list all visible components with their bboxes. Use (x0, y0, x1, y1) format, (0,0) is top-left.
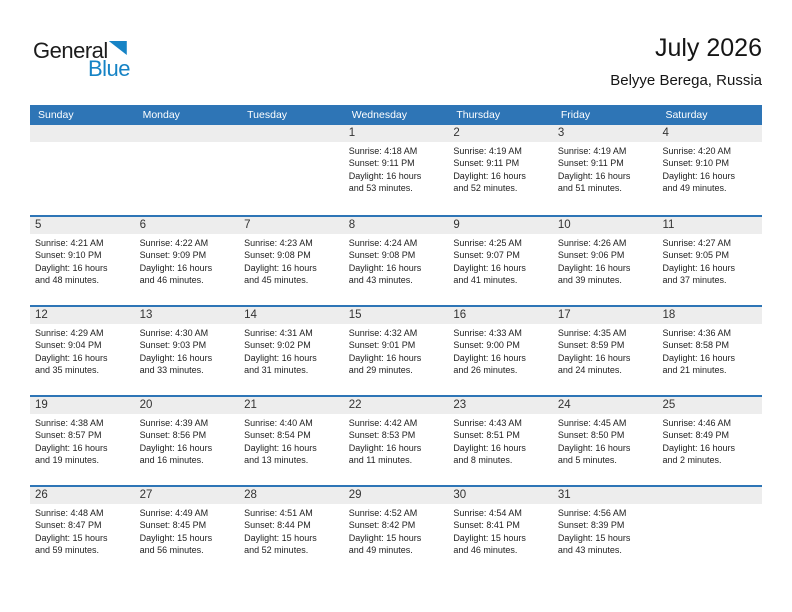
info-line: Sunrise: 4:56 AM (557, 508, 627, 518)
day-cell-17 (553, 307, 658, 395)
day-cell-5 (30, 217, 135, 305)
info-line: Sunset: 9:10 PM (35, 250, 102, 261)
day-number: 27 (135, 487, 240, 504)
info-line: Sunrise: 4:23 AM (244, 238, 313, 248)
info-line: Daylight: 15 hours (557, 532, 631, 543)
info-line: Daylight: 16 hours (35, 442, 108, 453)
info-line: Sunrise: 4:40 AM (244, 418, 313, 428)
info-line: Daylight: 16 hours (139, 442, 213, 453)
info-line: Daylight: 16 hours (453, 442, 526, 453)
info-line: Sunset: 8:39 PM (557, 520, 625, 531)
info-line: Sunrise: 4:49 AM (139, 508, 209, 518)
info-line: Daylight: 15 hours (244, 532, 317, 543)
info-line: and 46 minutes. (453, 545, 518, 556)
day-number: 17 (553, 307, 658, 324)
info-line: Sunrise: 4:38 AM (35, 418, 104, 428)
info-line: Sunrise: 4:27 AM (662, 238, 732, 248)
day-cell-16 (448, 307, 553, 395)
info-line: Sunset: 8:58 PM (662, 340, 730, 351)
info-line: Daylight: 16 hours (662, 352, 736, 363)
info-line: Daylight: 16 hours (348, 442, 422, 453)
info-line: Sunset: 9:08 PM (348, 250, 416, 261)
logo-text-blue: Blue (88, 56, 131, 81)
info-line: Daylight: 16 hours (348, 352, 422, 363)
day-cell-3 (553, 125, 658, 215)
day-number: 7 (239, 217, 344, 234)
info-line: and 52 minutes. (244, 545, 309, 556)
info-line: and 29 minutes. (348, 365, 413, 376)
day-sun-info (239, 504, 344, 557)
weekday-friday: Friday (560, 109, 591, 121)
info-line: Sunrise: 4:42 AM (348, 418, 418, 428)
info-line: and 43 minutes. (348, 275, 413, 286)
info-line: Sunrise: 4:45 AM (557, 418, 627, 428)
day-number: 15 (344, 307, 449, 324)
info-line: Sunset: 8:47 PM (35, 520, 102, 531)
day-sun-info (30, 504, 135, 557)
info-line: Sunrise: 4:51 AM (244, 508, 313, 518)
info-line: Sunrise: 4:29 AM (35, 328, 104, 338)
info-line: Sunrise: 4:32 AM (348, 328, 418, 338)
day-sun-info (30, 234, 135, 287)
info-line: and 8 minutes. (453, 455, 513, 466)
info-line: Daylight: 15 hours (453, 532, 526, 543)
day-number: 13 (135, 307, 240, 324)
info-line: Sunset: 8:59 PM (557, 340, 625, 351)
day-number (30, 125, 135, 142)
info-line: Sunrise: 4:48 AM (35, 508, 104, 518)
info-line: and 2 minutes. (662, 455, 722, 466)
info-line: Daylight: 16 hours (557, 170, 631, 181)
title-block (610, 34, 762, 89)
info-line: and 46 minutes. (139, 275, 204, 286)
day-sun-info (344, 142, 449, 195)
day-number: 6 (135, 217, 240, 234)
info-line: Sunset: 9:11 PM (453, 158, 520, 169)
info-line: Sunset: 9:11 PM (557, 158, 624, 169)
week-row (30, 485, 762, 575)
day-number: 4 (657, 125, 762, 142)
info-line: and 35 minutes. (35, 365, 100, 376)
day-cell-empty (239, 125, 344, 215)
day-number (657, 487, 762, 504)
day-cell-31 (553, 487, 658, 575)
info-line: Sunset: 8:56 PM (139, 430, 207, 441)
info-line: and 39 minutes. (557, 275, 622, 286)
day-cell-empty (30, 125, 135, 215)
day-sun-info (553, 234, 658, 287)
day-cell-12 (30, 307, 135, 395)
weekday-monday: Monday (142, 109, 180, 121)
info-line: Sunset: 9:09 PM (139, 250, 207, 261)
info-line: Daylight: 16 hours (244, 352, 317, 363)
day-number: 21 (239, 397, 344, 414)
day-number: 29 (344, 487, 449, 504)
info-line: and 33 minutes. (139, 365, 204, 376)
info-line: and 37 minutes. (662, 275, 727, 286)
day-sun-info (553, 324, 658, 377)
day-number: 20 (135, 397, 240, 414)
info-line: Sunset: 9:03 PM (139, 340, 207, 351)
day-sun-info (448, 414, 553, 467)
weekday-tuesday: Tuesday (247, 109, 288, 121)
weekday-saturday: Saturday (665, 109, 708, 121)
info-line: Sunset: 8:57 PM (35, 430, 102, 441)
info-line: and 49 minutes. (348, 545, 413, 556)
info-line: Sunset: 9:07 PM (453, 250, 520, 261)
info-line: Sunset: 9:08 PM (244, 250, 311, 261)
week-row (30, 125, 762, 215)
info-line: Daylight: 16 hours (662, 262, 736, 273)
day-sun-info (448, 504, 553, 557)
day-sun-info (135, 234, 240, 287)
day-sun-info (553, 414, 658, 467)
day-cell-30 (448, 487, 553, 575)
info-line: Sunrise: 4:54 AM (453, 508, 522, 518)
week-row (30, 395, 762, 485)
info-line: Sunset: 8:51 PM (453, 430, 520, 441)
info-line: Daylight: 16 hours (139, 262, 213, 273)
info-line: Sunrise: 4:46 AM (662, 418, 732, 428)
day-cell-29 (344, 487, 449, 575)
week-row (30, 215, 762, 305)
info-line: Sunset: 8:53 PM (348, 430, 416, 441)
day-cell-28 (239, 487, 344, 575)
weekday-wednesday: Wednesday (351, 109, 407, 121)
info-line: Daylight: 16 hours (35, 352, 108, 363)
info-line: and 16 minutes. (139, 455, 204, 466)
day-number: 1 (344, 125, 449, 142)
general-blue-logo (33, 38, 130, 82)
info-line: Sunrise: 4:19 AM (453, 146, 522, 156)
day-number: 31 (553, 487, 658, 504)
info-line: Sunset: 8:41 PM (453, 520, 520, 531)
day-number: 12 (30, 307, 135, 324)
day-cell-7 (239, 217, 344, 305)
day-sun-info (135, 504, 240, 557)
day-cell-14 (239, 307, 344, 395)
calendar-table (30, 105, 762, 575)
day-sun-info (239, 324, 344, 377)
info-line: Daylight: 15 hours (139, 532, 213, 543)
logo-triangle-icon (109, 41, 127, 55)
info-line: Daylight: 16 hours (453, 170, 526, 181)
info-line: Sunrise: 4:31 AM (244, 328, 313, 338)
weekday-header (30, 105, 762, 125)
day-cell-20 (135, 397, 240, 485)
day-sun-info (657, 234, 762, 287)
info-line: and 11 minutes. (348, 455, 413, 466)
info-line: Daylight: 16 hours (557, 442, 631, 453)
info-line: and 52 minutes. (453, 183, 518, 194)
day-cell-13 (135, 307, 240, 395)
info-line: Sunset: 9:01 PM (348, 340, 416, 351)
info-line: Sunrise: 4:36 AM (662, 328, 732, 338)
info-line: and 13 minutes. (244, 455, 309, 466)
day-cell-1 (344, 125, 449, 215)
info-line: Sunrise: 4:20 AM (662, 146, 732, 156)
day-cell-9 (448, 217, 553, 305)
day-number: 28 (239, 487, 344, 504)
day-sun-info (657, 324, 762, 377)
day-number: 2 (448, 125, 553, 142)
weekday-thursday: Thursday (456, 109, 501, 121)
day-number: 16 (448, 307, 553, 324)
day-sun-info (553, 142, 658, 195)
info-line: Daylight: 16 hours (139, 352, 213, 363)
day-sun-info (448, 142, 553, 195)
info-line: Sunset: 8:44 PM (244, 520, 311, 531)
info-line: Daylight: 16 hours (662, 442, 736, 453)
day-number: 9 (448, 217, 553, 234)
day-cell-11 (657, 217, 762, 305)
info-line: and 24 minutes. (557, 365, 622, 376)
day-sun-info (135, 414, 240, 467)
day-cell-4 (657, 125, 762, 215)
day-cell-18 (657, 307, 762, 395)
info-line: Daylight: 16 hours (453, 262, 526, 273)
day-sun-info (344, 504, 449, 557)
day-sun-info (344, 324, 449, 377)
info-line: Daylight: 16 hours (35, 262, 108, 273)
day-cell-empty (657, 487, 762, 575)
day-sun-info (30, 324, 135, 377)
info-line: Sunset: 9:04 PM (35, 340, 102, 351)
day-number: 11 (657, 217, 762, 234)
day-number: 25 (657, 397, 762, 414)
info-line: Sunrise: 4:19 AM (557, 146, 627, 156)
day-sun-info (239, 234, 344, 287)
day-cell-27 (135, 487, 240, 575)
info-line: Sunset: 8:49 PM (662, 430, 730, 441)
day-sun-info (657, 142, 762, 195)
info-line: and 49 minutes. (662, 183, 727, 194)
info-line: Daylight: 16 hours (348, 262, 422, 273)
day-number: 26 (30, 487, 135, 504)
info-line: and 21 minutes. (662, 365, 727, 376)
info-line: and 19 minutes. (35, 455, 100, 466)
day-cell-25 (657, 397, 762, 485)
info-line: and 56 minutes. (139, 545, 204, 556)
location-subtitle: Belyye Berega, Russia (610, 72, 762, 89)
info-line: Daylight: 15 hours (35, 532, 108, 543)
info-line: Sunset: 9:10 PM (662, 158, 730, 169)
info-line: and 45 minutes. (244, 275, 309, 286)
info-line: Daylight: 16 hours (244, 262, 317, 273)
day-number: 8 (344, 217, 449, 234)
info-line: and 5 minutes. (557, 455, 617, 466)
info-line: and 53 minutes. (348, 183, 413, 194)
day-number (135, 125, 240, 142)
info-line: Sunrise: 4:52 AM (348, 508, 418, 518)
info-line: Sunrise: 4:22 AM (139, 238, 209, 248)
day-cell-empty (135, 125, 240, 215)
info-line: Sunset: 9:05 PM (662, 250, 730, 261)
info-line: Sunset: 9:11 PM (348, 158, 415, 169)
page-title: July 2026 (654, 34, 762, 62)
logo-text-general: General (33, 38, 108, 63)
info-line: Daylight: 16 hours (348, 170, 422, 181)
info-line: Sunrise: 4:26 AM (557, 238, 627, 248)
day-number: 14 (239, 307, 344, 324)
info-line: and 59 minutes. (35, 545, 100, 556)
day-number: 24 (553, 397, 658, 414)
day-cell-24 (553, 397, 658, 485)
day-sun-info (553, 504, 658, 557)
day-cell-2 (448, 125, 553, 215)
info-line: Sunset: 9:06 PM (557, 250, 625, 261)
info-line: Sunrise: 4:33 AM (453, 328, 522, 338)
info-line: and 31 minutes. (244, 365, 309, 376)
day-sun-info (657, 414, 762, 467)
day-cell-19 (30, 397, 135, 485)
day-sun-info (135, 324, 240, 377)
day-number: 18 (657, 307, 762, 324)
day-sun-info (344, 234, 449, 287)
day-number: 22 (344, 397, 449, 414)
info-line: Sunset: 8:42 PM (348, 520, 416, 531)
info-line: Sunset: 9:02 PM (244, 340, 311, 351)
day-cell-15 (344, 307, 449, 395)
info-line: Daylight: 16 hours (244, 442, 317, 453)
info-line: Sunset: 8:45 PM (139, 520, 207, 531)
info-line: Sunrise: 4:25 AM (453, 238, 522, 248)
day-cell-10 (553, 217, 658, 305)
info-line: Sunrise: 4:24 AM (348, 238, 418, 248)
info-line: Daylight: 16 hours (662, 170, 736, 181)
day-cell-6 (135, 217, 240, 305)
info-line: Sunset: 8:50 PM (557, 430, 625, 441)
info-line: and 51 minutes. (557, 183, 622, 194)
day-sun-info (239, 414, 344, 467)
weekday-sunday: Sunday (38, 109, 74, 121)
info-line: Sunrise: 4:39 AM (139, 418, 209, 428)
day-number: 23 (448, 397, 553, 414)
day-sun-info (344, 414, 449, 467)
info-line: Sunrise: 4:30 AM (139, 328, 209, 338)
info-line: Daylight: 16 hours (557, 352, 631, 363)
day-sun-info (30, 414, 135, 467)
day-sun-info (448, 234, 553, 287)
day-number: 3 (553, 125, 658, 142)
info-line: Sunset: 9:00 PM (453, 340, 520, 351)
info-line: Sunrise: 4:21 AM (35, 238, 104, 248)
info-line: Daylight: 15 hours (348, 532, 422, 543)
info-line: Sunrise: 4:35 AM (557, 328, 627, 338)
info-line: and 26 minutes. (453, 365, 518, 376)
calendar-grid (30, 125, 762, 575)
day-cell-22 (344, 397, 449, 485)
day-cell-26 (30, 487, 135, 575)
day-cell-8 (344, 217, 449, 305)
day-number: 10 (553, 217, 658, 234)
day-number: 30 (448, 487, 553, 504)
info-line: Sunrise: 4:18 AM (348, 146, 418, 156)
day-number (239, 125, 344, 142)
info-line: and 41 minutes. (453, 275, 518, 286)
day-number: 19 (30, 397, 135, 414)
info-line: and 43 minutes. (557, 545, 622, 556)
day-number: 5 (30, 217, 135, 234)
day-cell-23 (448, 397, 553, 485)
info-line: Sunrise: 4:43 AM (453, 418, 522, 428)
info-line: Daylight: 16 hours (557, 262, 631, 273)
day-cell-21 (239, 397, 344, 485)
week-row (30, 305, 762, 395)
info-line: Sunset: 8:54 PM (244, 430, 311, 441)
day-sun-info (448, 324, 553, 377)
info-line: Daylight: 16 hours (453, 352, 526, 363)
info-line: and 48 minutes. (35, 275, 100, 286)
